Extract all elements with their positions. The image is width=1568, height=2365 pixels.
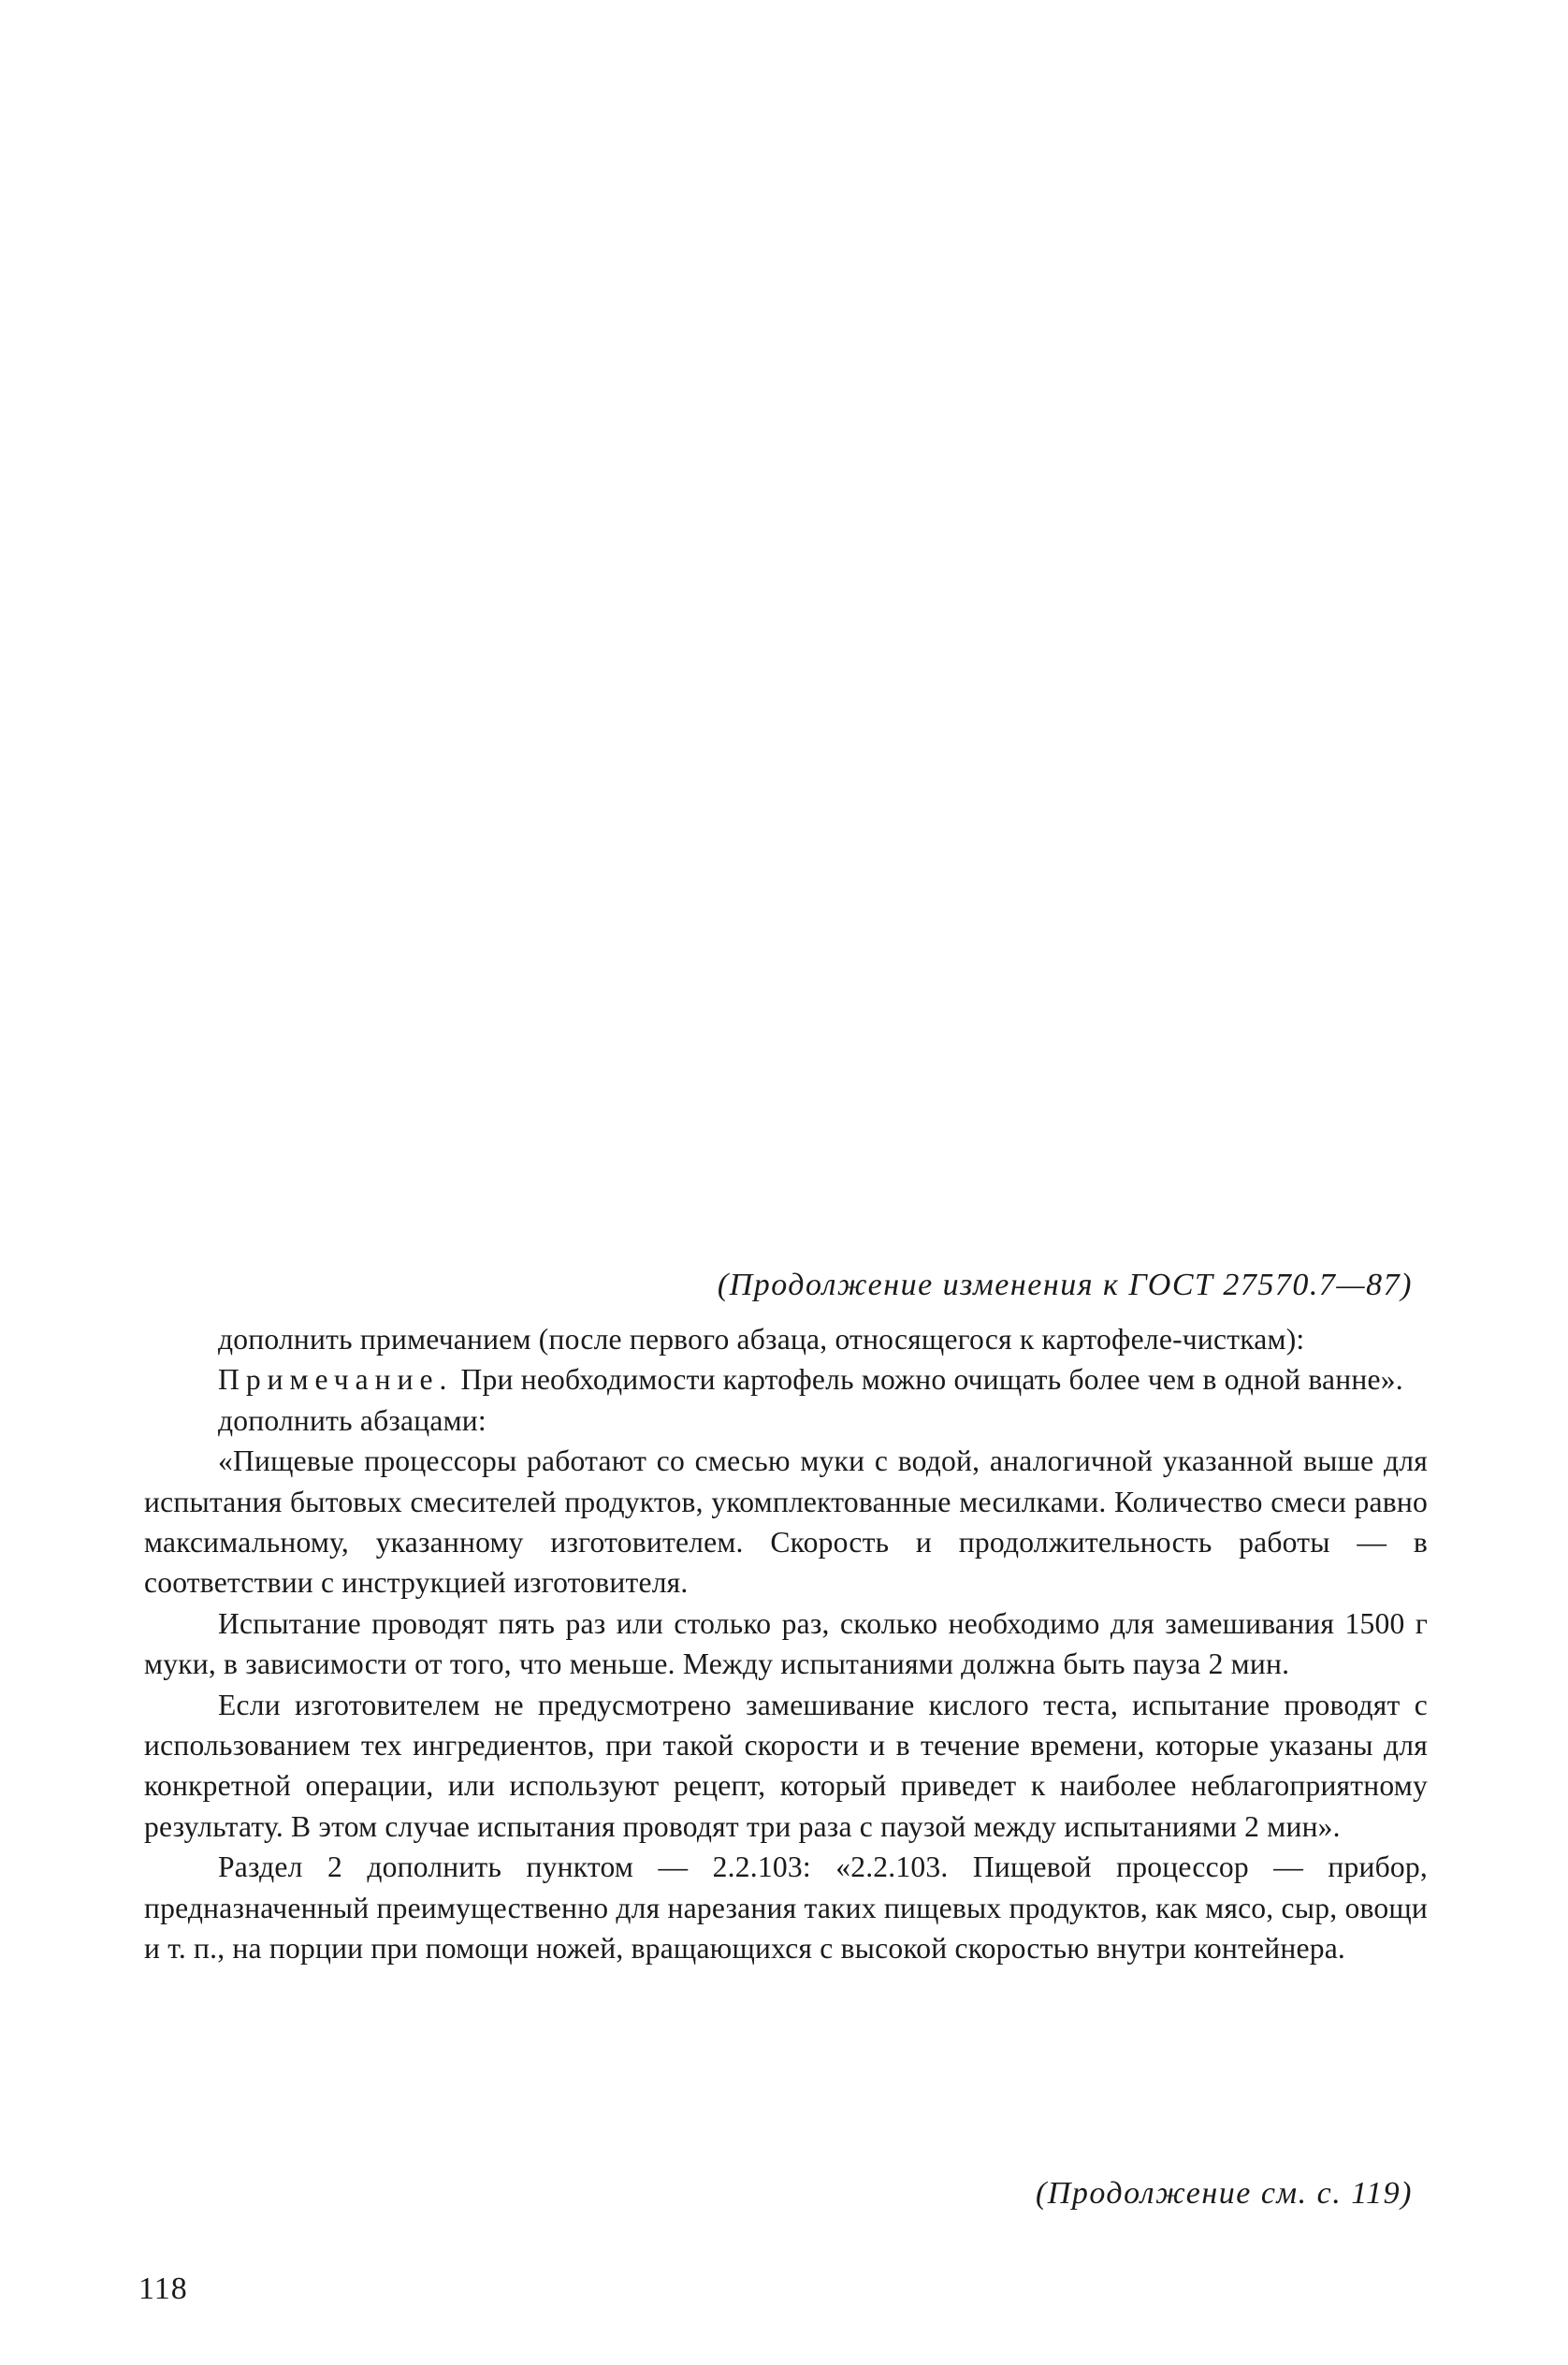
note-text: При необходимости картофель можно очищать более чем в одной ванне». bbox=[453, 1363, 1403, 1397]
paragraph-note bbox=[144, 1359, 1428, 1400]
continuation-header: (Продолжение изменения к ГОСТ 27570.7—87) bbox=[717, 1268, 1413, 1302]
paragraph-6: Если изготовителем не предусмотрено замешивание кислого теста, испытание проводят с использованием тех ингредиентов, при такой скорости и в течение времени, которые указаны для конкретной операции, или используют рецепт, который приведет к наиболее неблагоприятному результату. В этом случае испытания проводят три раза с паузой между испытаниями 2 мин». bbox=[144, 1688, 1428, 1843]
note-label: Примечание. bbox=[218, 1363, 454, 1397]
paragraph-5: Испытание проводят пять раз или столько раз, сколько необходимо для замешивания 1500 г муки, в зависимости от того, что меньше. Между испытаниями должна быть пауза 2 мин. bbox=[144, 1606, 1428, 1681]
body-text bbox=[144, 1319, 1428, 1969]
paragraph-3: дополнить абзацами: bbox=[218, 1403, 486, 1437]
page-number: 118 bbox=[138, 2271, 188, 2306]
continuation-footer: (Продолжение см. с. 119) bbox=[1035, 2176, 1413, 2211]
paragraph-4: «Пищевые процессоры работают со смесью муки с водой, аналогичной указанной выше для испытания бытовых смесителей продуктов, укомплектованные месилками. Количество смеси равно максимальному, указанному изготовителем. Скорость и продолжительность работы — в соответствии с инструкцией изготовителя. bbox=[144, 1444, 1428, 1600]
paragraph-7: Раздел 2 дополнить пунктом — 2.2.103: «2.2.103. Пищевой процессор — прибор, предназначенный преимущественно для нарезания таких пищевых продуктов, как мясо, сыр, овощи и т. п., на порции при помощи ножей, вращающихся с высокой скоростью внутри контейнера. bbox=[144, 1850, 1428, 1966]
paragraph-1: дополнить примечанием (после первого абзаца, относящегося к картофеле-чисткам): bbox=[218, 1323, 1305, 1356]
